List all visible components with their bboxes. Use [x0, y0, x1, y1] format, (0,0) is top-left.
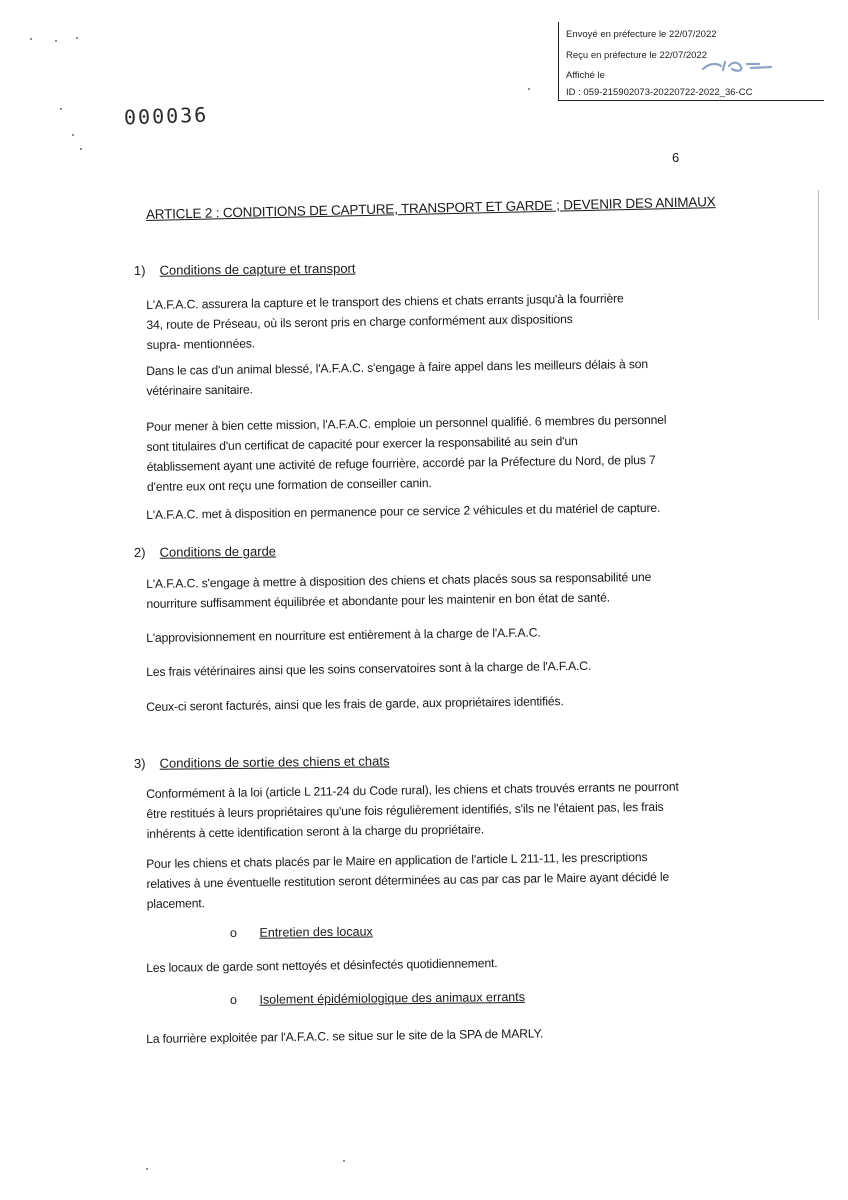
scan-speck [146, 1168, 148, 1170]
bullet-marker: o [229, 992, 238, 1007]
section-2-heading [134, 544, 276, 560]
section-number: 1) [133, 262, 146, 278]
paragraph: Les frais vétérinaires ainsi que les soins conservatoires sont à la charge de l'A.F.A.C. [146, 658, 592, 679]
paragraph: L'A.F.A.C. assurera la capture et le transport des chiens et chats errants jusqu'à la fourrière 34, route de Préseau, où ils seront pris en charge conformément aux dispositions supra- mentionnées. [146, 291, 624, 352]
section-label: Conditions de sortie des chiens et chats [159, 753, 390, 771]
bullet-marker: o [229, 925, 238, 940]
stamp-sent-date: Envoyé en préfecture le 22/07/2022 [566, 29, 717, 40]
bullet-label: Entretien des locaux [259, 924, 373, 940]
paragraph: Les locaux de garde sont nettoyés et désinfectés quotidiennement. [146, 956, 498, 975]
article-title: ARTICLE 2 : CONDITIONS DE CAPTURE, TRANSPORT ET GARDE ; DEVENIR DES ANIMAUX [145, 194, 716, 222]
scan-speck [72, 134, 74, 136]
paragraph: L'A.F.A.C. met à disposition en permanence pour ce service 2 véhicules et du matériel de capture. [146, 500, 661, 522]
scan-edge-line [818, 190, 819, 320]
paragraph: Pour les chiens et chats placés par le Maire en application de l'article L 211-11, les prescriptions relatives à une éventuelle restitution seront déterminées au cas par cas par le Maire ayant décidé le placement. [146, 850, 670, 911]
scan-speck [343, 1160, 345, 1162]
paragraph: L'A.F.A.C. s'engage à mettre à disposition des chiens et chats placés sous sa responsabilité une nourriture suffisamment équilibrée et abondante pour les maintenir en bon état de santé. [146, 569, 652, 611]
stamp-posted-label: Affiché le [566, 70, 605, 81]
stamp-received-date: Reçu en préfecture le 22/07/2022 [566, 50, 708, 61]
paragraph: Ceux-ci seront facturés, ainsi que les frais de garde, aux propriétaires identifiés. [146, 694, 564, 714]
paragraph: Conformément à la loi (article L 211-24 du Code rural), les chiens et chats trouvés errants ne pourront être restitués à leurs propriétaires qu'une fois régulièrement identifiés, s'ils ne l'étaient pas, les frais inhérents à cette identification seront à la charge du propriétaire. [146, 779, 679, 841]
slo-logo-mark [699, 58, 789, 74]
scan-speck [76, 37, 78, 39]
section-3-heading [134, 753, 390, 771]
paragraph: Pour mener à bien cette mission, l'A.F.A.C. emploie un personnel qualifié. 6 membres du personnel sont titulaires d'un certificat de capacité pour exercer la responsabilité au sein d'un établissement ayant une activité de refuge fourrière, accordé par la Préfecture du Nord, de plus 7 d'entre eux ont reçu une formation de conseiller canin. [146, 412, 667, 494]
bullet-item [230, 925, 373, 940]
bullet-item [230, 990, 525, 1007]
page-identifier: 000036 [123, 102, 209, 130]
scan-speck [55, 40, 57, 42]
paragraph: L'approvisionnement en nourriture est entièrement à la charge de l'A.F.A.C. [146, 625, 541, 645]
section-label: Conditions de capture et transport [159, 260, 356, 278]
paragraph: Dans le cas d'un animal blessé, l'A.F.A.C. s'engage à faire appel dans les meilleurs délais à son vétérinaire sanitaire. [146, 356, 649, 398]
paragraph: La fourrière exploitée par l'A.F.A.C. se situe sur le site de la SPA de MARLY. [146, 1026, 544, 1046]
section-label: Conditions de garde [159, 543, 277, 560]
scan-speck [30, 38, 32, 40]
scan-speck [60, 108, 62, 110]
bullet-label: Isolement épidémiologique des animaux errants [259, 989, 525, 1007]
stamp-document-id: ID : 059-215902073-20220722-2022_36-CC [566, 87, 753, 98]
page-number: 6 [672, 150, 680, 165]
scan-speck [80, 148, 82, 150]
section-number: 3) [133, 755, 146, 771]
scan-speck [528, 88, 530, 90]
prefecture-stamp [558, 22, 824, 101]
section-1-heading [134, 261, 356, 278]
section-number: 2) [133, 544, 146, 560]
